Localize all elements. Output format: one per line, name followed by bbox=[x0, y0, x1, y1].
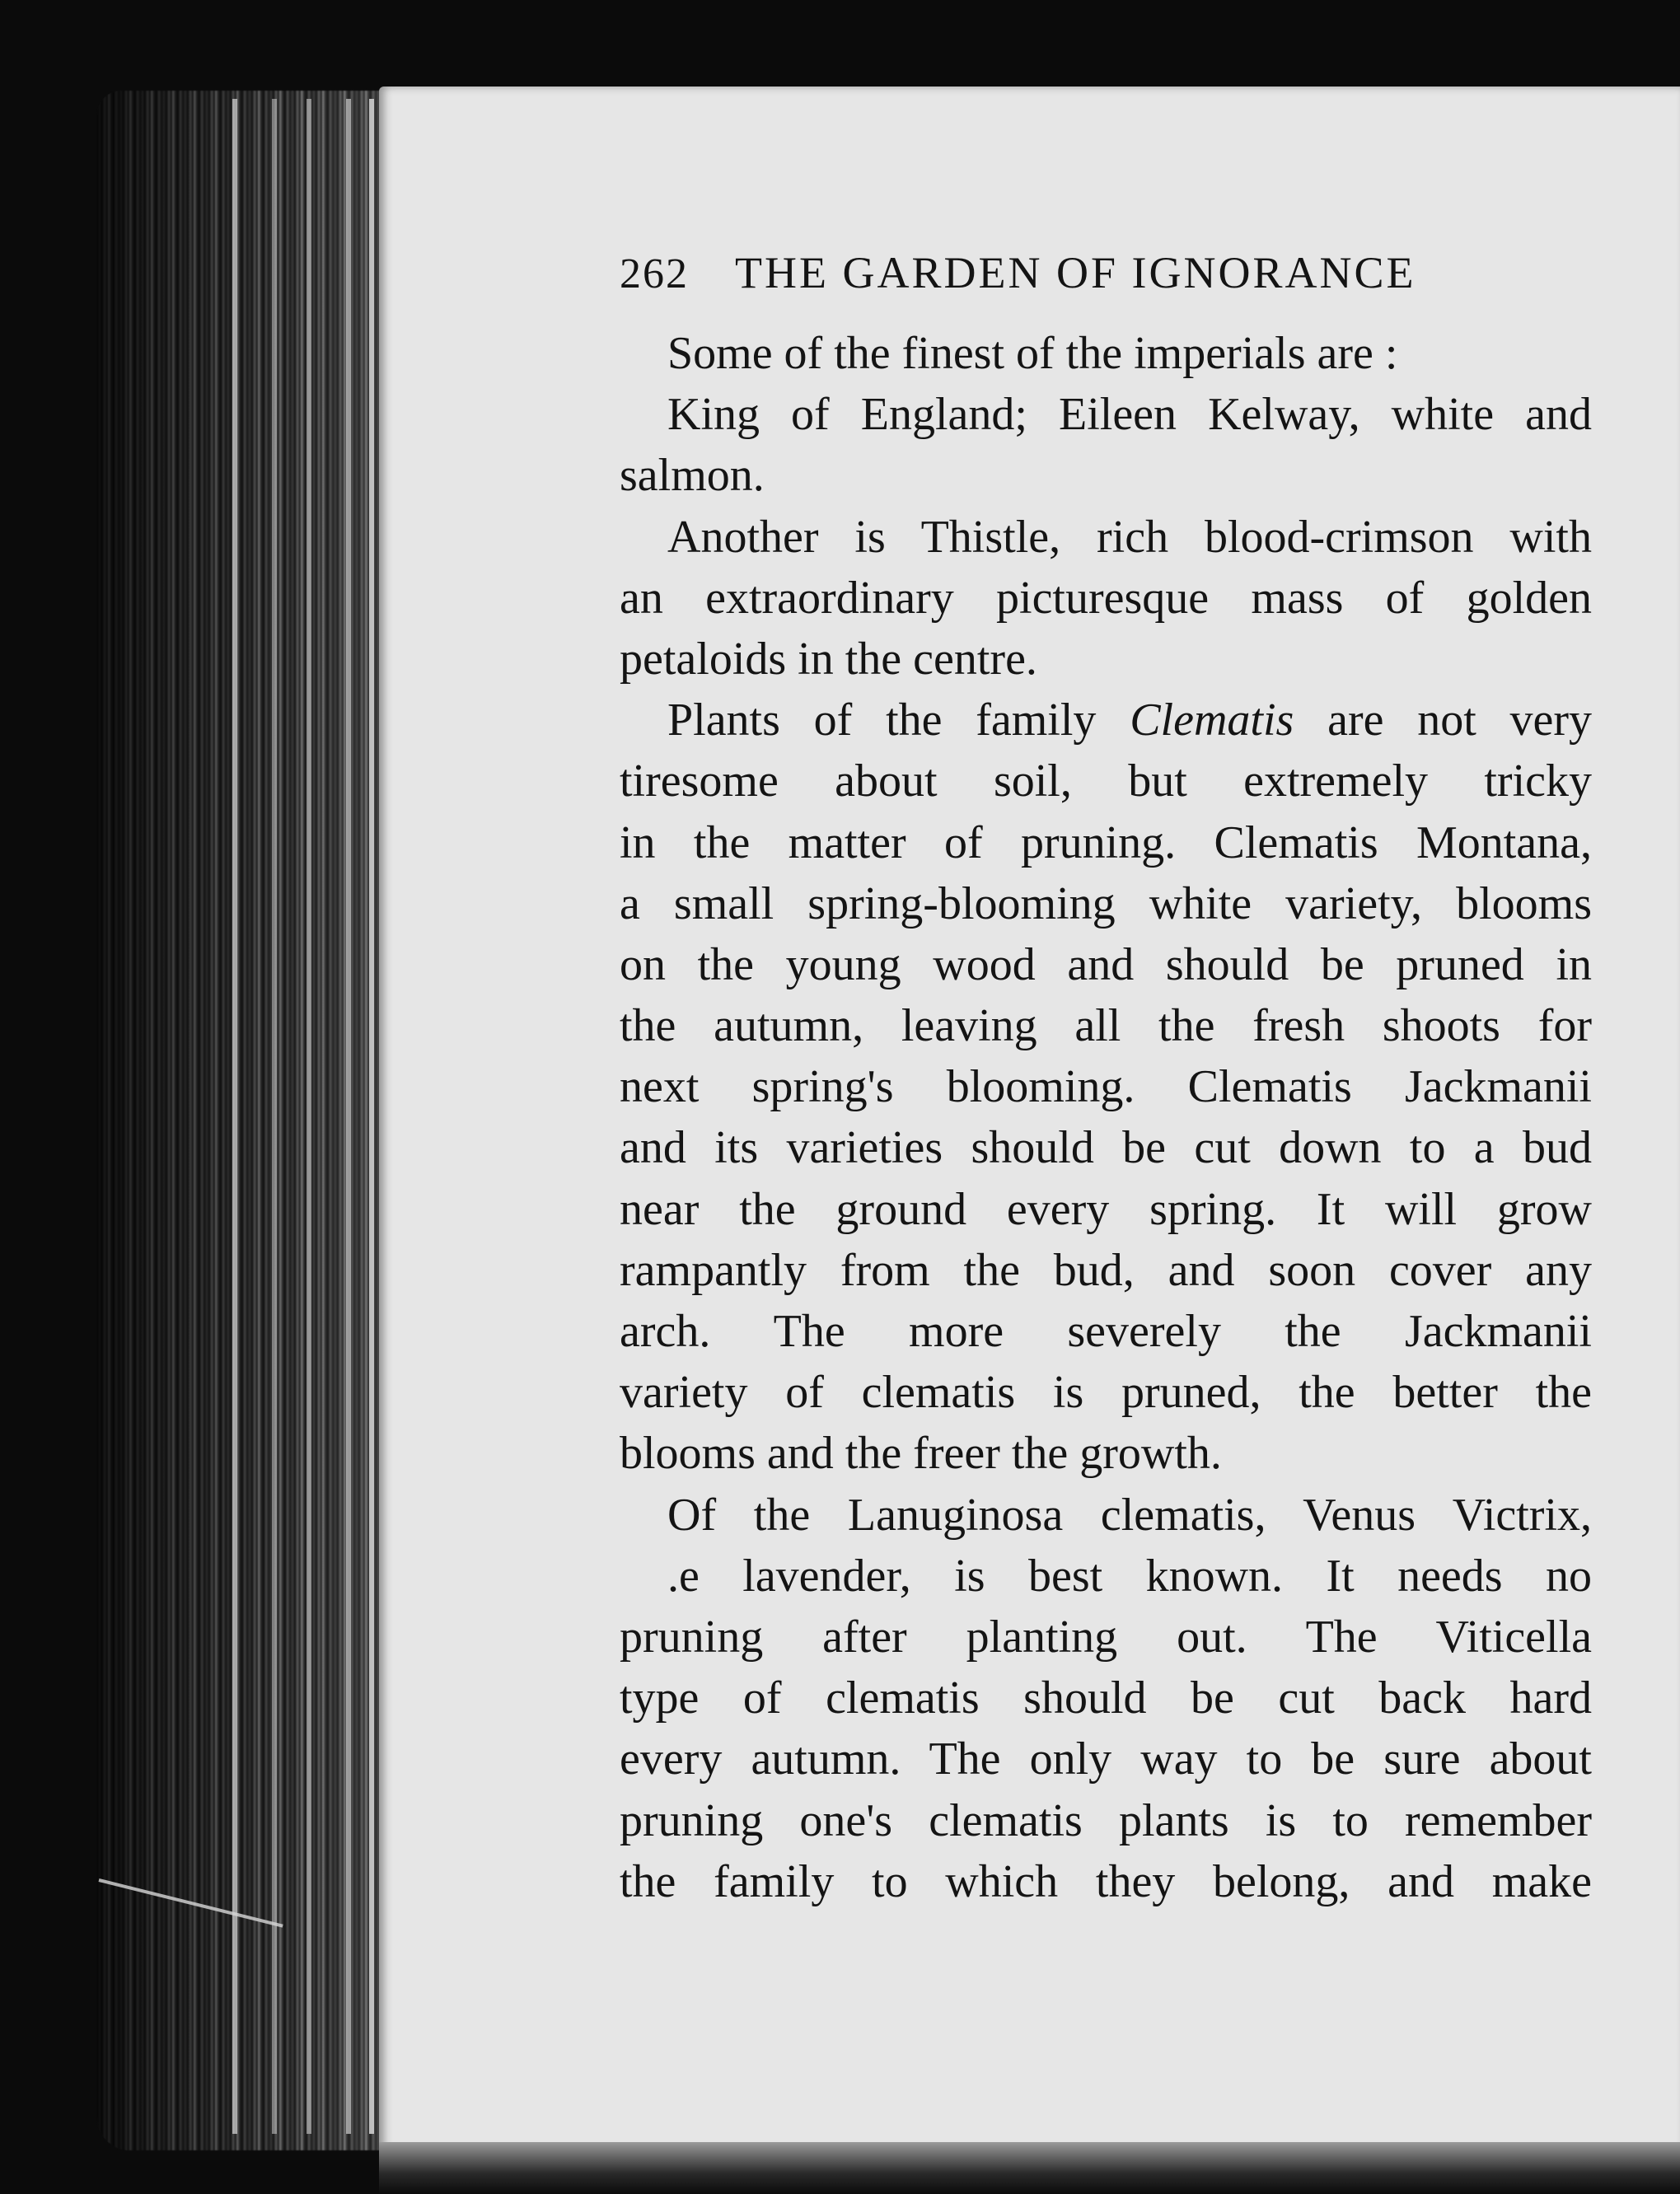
text-line: rampantly from the bud, and soon cover any bbox=[620, 1244, 1592, 1296]
page-edge-highlight bbox=[369, 99, 374, 2134]
text-fragment: Plants of the family bbox=[667, 695, 1097, 746]
page-number: 262 bbox=[620, 250, 689, 297]
text-line: blooms and the freer the growth. bbox=[620, 1428, 1222, 1480]
running-head bbox=[620, 247, 1592, 313]
text-fragment: are not very bbox=[1327, 695, 1593, 746]
page-text-block bbox=[620, 247, 1592, 1912]
page-edge-highlight bbox=[272, 99, 277, 2134]
text-line: .e lavender, is best known. It needs no bbox=[667, 1550, 1592, 1602]
text-line-with-italic bbox=[620, 690, 1592, 751]
text-line: the family to which they belong, and make bbox=[620, 1855, 1592, 1907]
text-line: arch. The more severely the Jackmanii bbox=[620, 1306, 1592, 1357]
text-line: type of clematis should be cut back hard bbox=[620, 1672, 1592, 1724]
text-line: King of England; Eileen Kelway, white and bbox=[667, 389, 1592, 441]
text-line: salmon. bbox=[620, 450, 765, 502]
text-line: near the ground every spring. It will grow bbox=[620, 1183, 1592, 1235]
text-line: petaloids in the centre. bbox=[620, 633, 1037, 685]
page-bottom-shadow bbox=[379, 2142, 1680, 2194]
text-line: Some of the finest of the imperials are : bbox=[667, 328, 1398, 379]
text-line: Another is Thistle, rich blood-crimson with bbox=[667, 511, 1592, 563]
text-line: variety of clematis is pruned, the better the bbox=[620, 1367, 1592, 1419]
book-title: THE GARDEN OF IGNORANCE bbox=[735, 248, 1416, 297]
page-edge-highlight bbox=[307, 99, 311, 2134]
text-line: an extraordinary picturesque mass of golden bbox=[620, 572, 1592, 624]
text-line: pruning after planting out. The Viticella bbox=[620, 1611, 1592, 1663]
text-line: Of the Lanuginosa clematis, Venus Victrix, bbox=[667, 1489, 1592, 1541]
text-line: on the young wood and should be pruned in bbox=[620, 938, 1592, 990]
text-line: in the matter of pruning. Clematis Montana, bbox=[620, 816, 1592, 868]
text-line: next spring's blooming. Clematis Jackmanii bbox=[620, 1061, 1592, 1113]
text-line: and its varieties should be cut down to a bud bbox=[620, 1122, 1592, 1174]
text-line: the autumn, leaving all the fresh shoots for bbox=[620, 1000, 1592, 1052]
text-line: tiresome about soil, but extremely tricky bbox=[620, 756, 1592, 807]
text-line: every autumn. The only way to be sure about bbox=[620, 1733, 1592, 1785]
text-line: pruning one's clematis plants is to remember bbox=[620, 1794, 1592, 1846]
page-edge-highlight bbox=[232, 99, 237, 2134]
page-edge-highlight bbox=[346, 99, 351, 2134]
italic-term: Clematis bbox=[1130, 695, 1294, 746]
book-page-edges bbox=[97, 91, 381, 2150]
text-line: a small spring-blooming white variety, blooms bbox=[620, 877, 1592, 929]
